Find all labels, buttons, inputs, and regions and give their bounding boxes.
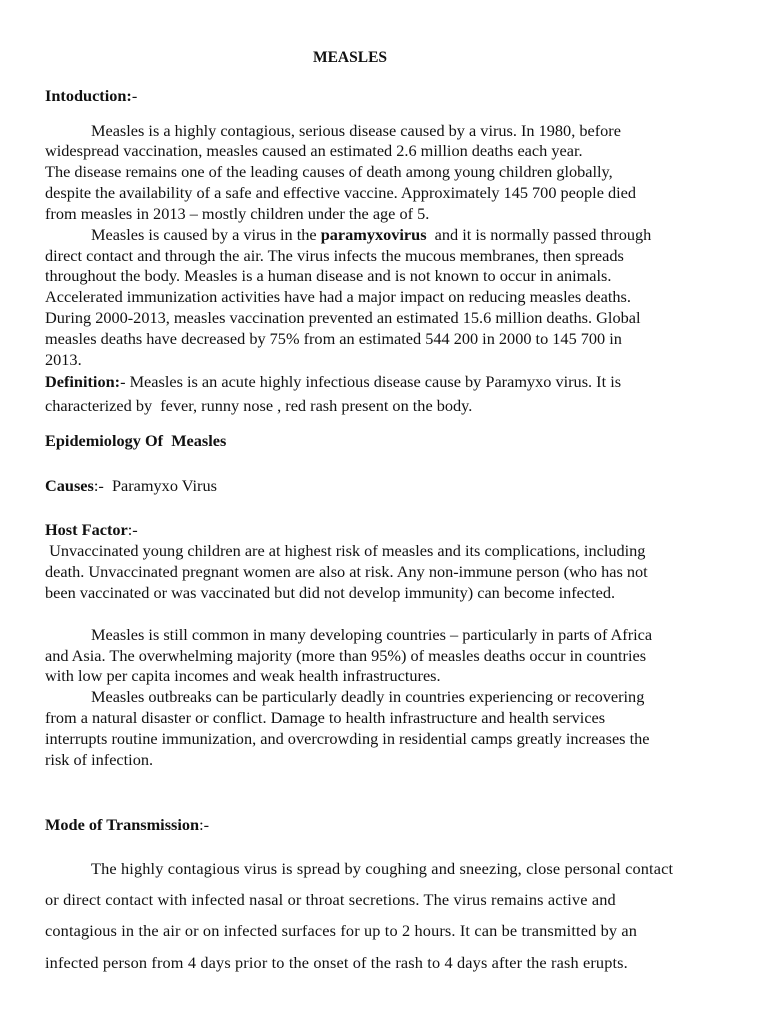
intro-p2-text-after: and it is normally passed through <box>426 225 652 244</box>
host-p3-line-1: Measles outbreaks can be particularly deadly in countries experiencing or recovering <box>91 687 645 706</box>
host-factor-heading: Host Factor <box>45 520 128 539</box>
intro-p2-line-3: throughout the body. Measles is a human disease and is not known to occur in animals. <box>45 266 612 285</box>
host-p2-line-1: Measles is still common in many developing countries – particularly in parts of Africa <box>91 625 653 644</box>
intro-p1-line-3: The disease remains one of the leading causes of death among young children globally, <box>45 162 613 181</box>
intro-p2-line-6: measles deaths have decreased by 75% from an estimated 544 200 in 2000 to 145 700 in <box>45 329 622 348</box>
causes-label: Causes <box>45 476 94 495</box>
transmission-line-3: contagious in the air or on infected surfaces for up to 2 hours. It can be transmitted by an <box>45 921 638 940</box>
host-p1-line-2: death. Unvaccinated pregnant women are also at risk. Any non-immune person (who has not <box>45 562 648 581</box>
host-factor-heading-line <box>45 520 138 540</box>
epidemiology-heading: Epidemiology Of Measles <box>45 431 227 450</box>
transmission-heading-line <box>45 815 209 835</box>
definition-text: - Measles is an acute highly infectious disease cause by Paramyxo virus. It is <box>120 372 622 391</box>
host-p1-line-1: Unvaccinated young children are at highest risk of measles and its complications, including <box>45 541 646 560</box>
definition-line-2: characterized by fever, runny nose , red rash present on the body. <box>45 396 473 415</box>
transmission-line-1: The highly contagious virus is spread by coughing and sneezing, close personal contact <box>91 859 674 878</box>
intro-p1-line-1: Measles is a highly contagious, serious disease caused by a virus. In 1980, before <box>91 121 621 140</box>
intro-p2-line-5: During 2000-2013, measles vaccination prevented an estimated 15.6 million deaths. Global <box>45 308 641 327</box>
host-p2-line-3: with low per capita incomes and weak health infrastructures. <box>45 666 441 685</box>
intro-p2-line-1 <box>91 225 651 245</box>
host-factor-heading-suffix: :- <box>127 520 138 539</box>
transmission-line-4: infected person from 4 days prior to the onset of the rash to 4 days after the rash erupts. <box>45 953 628 972</box>
introduction-heading: Intoduction: <box>45 86 132 105</box>
introduction-heading-suffix: - <box>131 86 138 105</box>
intro-p2-text-before: Measles is caused by a virus in the <box>91 225 321 244</box>
document-title: MEASLES <box>312 49 388 66</box>
transmission-line-2: or direct contact with infected nasal or throat secretions. The virus remains active and <box>45 890 616 909</box>
causes-text: :- Paramyxo Virus <box>93 476 217 495</box>
host-p3-line-3: interrupts routine immunization, and overcrowding in residential camps greatly increases the <box>45 729 650 748</box>
intro-p1-line-4: despite the availability of a safe and effective vaccine. Approximately 145 700 people died <box>45 183 637 202</box>
host-p3-line-4: risk of infection. <box>45 750 154 769</box>
host-p3-line-2: from a natural disaster or conflict. Damage to health infrastructure and health services <box>45 708 606 727</box>
definition-label: Definition: <box>45 372 121 391</box>
introduction-heading-line <box>45 86 137 106</box>
transmission-heading-suffix: :- <box>199 815 210 834</box>
paramyxovirus-term: paramyxovirus <box>320 225 427 244</box>
intro-p2-line-7: 2013. <box>45 350 82 369</box>
transmission-heading: Mode of Transmission <box>45 815 200 834</box>
causes-line <box>45 476 217 496</box>
intro-p1-line-5: from measles in 2013 – mostly children under the age of 5. <box>45 204 430 223</box>
definition-line-1 <box>45 372 621 392</box>
host-p2-line-2: and Asia. The overwhelming majority (more than 95%) of measles deaths occur in countries <box>45 646 647 665</box>
intro-p1-line-2: widespread vaccination, measles caused an estimated 2.6 million deaths each year. <box>45 141 583 160</box>
intro-p2-line-2: direct contact and through the air. The virus infects the mucous membranes, then spreads <box>45 246 624 265</box>
intro-p2-line-4: Accelerated immunization activities have had a major impact on reducing measles deaths. <box>45 287 631 306</box>
host-p1-line-3: been vaccinated or was vaccinated but did not develop immunity) can become infected. <box>45 583 616 602</box>
